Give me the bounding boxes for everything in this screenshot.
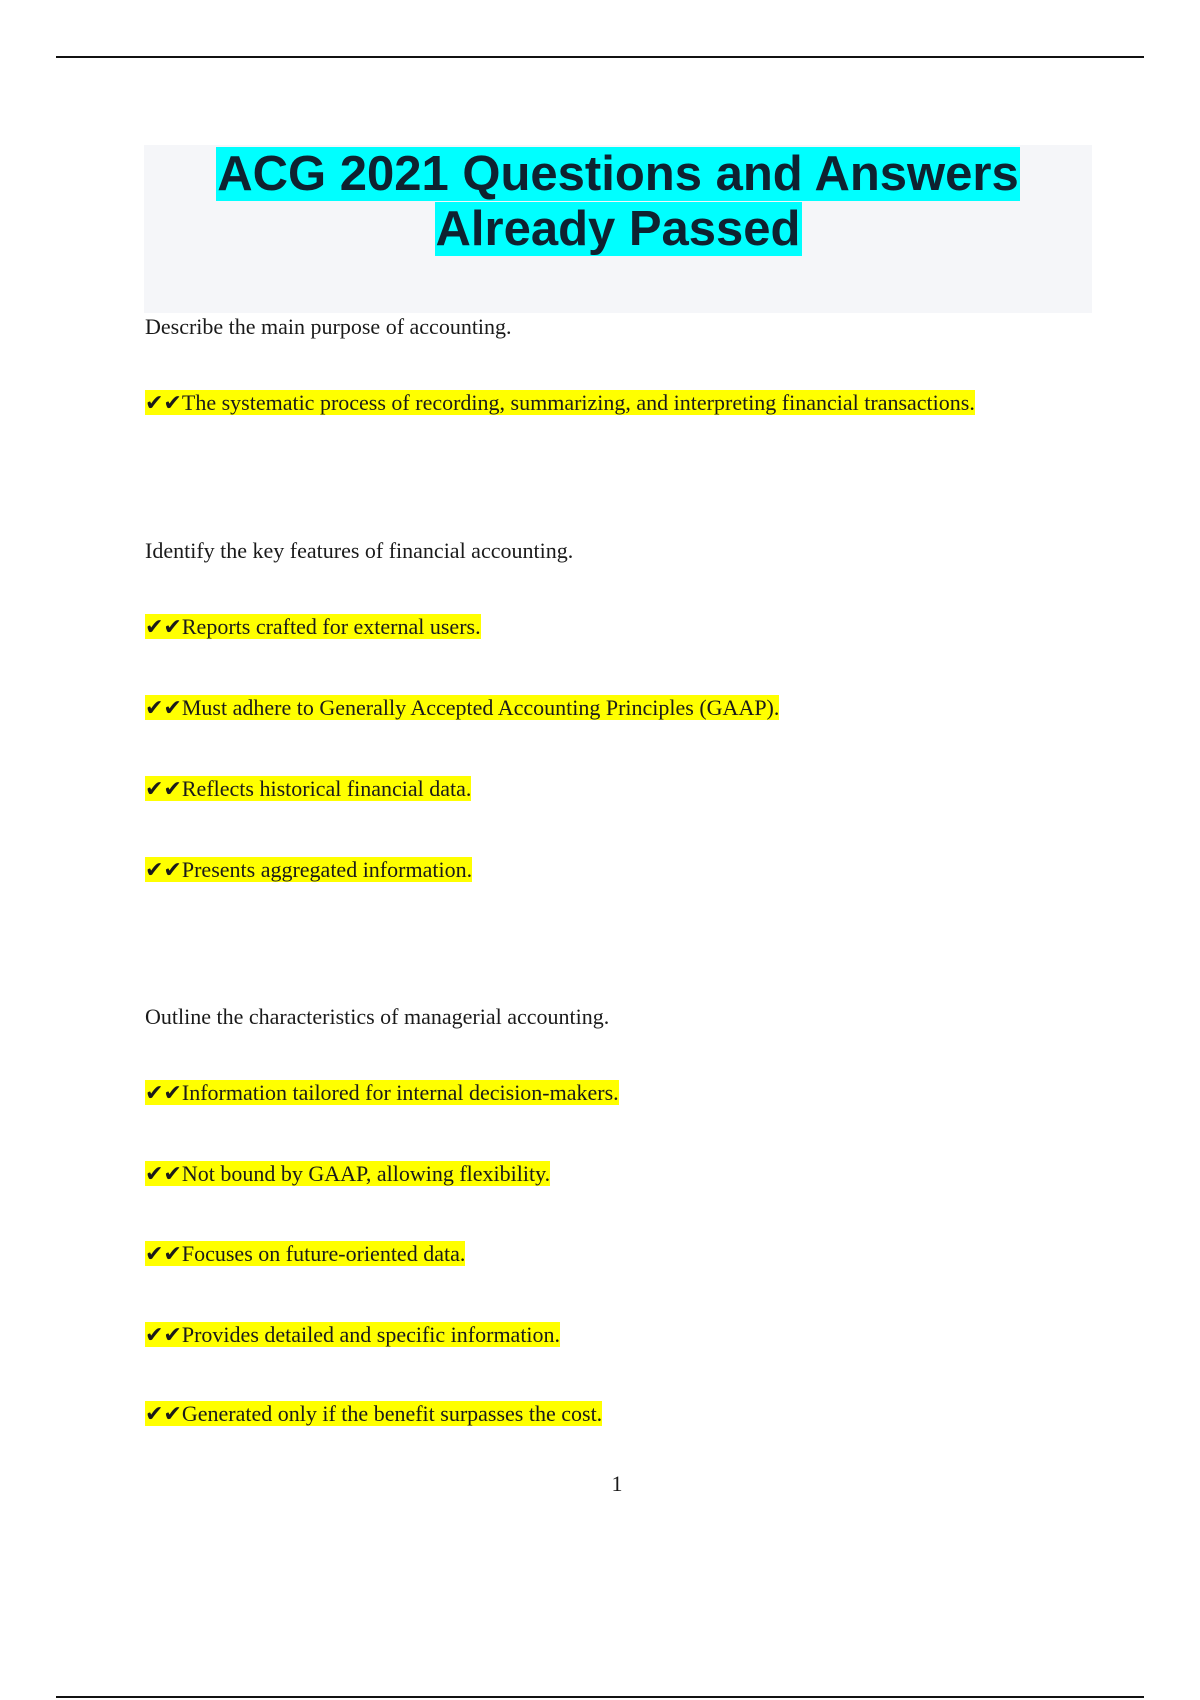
page-number: 1 bbox=[611, 1471, 623, 1496]
question-1: Describe the main purpose of accounting. bbox=[145, 314, 512, 339]
answer-1-1: ✔✔The systematic process of recording, summarizing, and interpreting financial transactions. bbox=[145, 390, 975, 415]
title-block bbox=[144, 145, 1092, 313]
title-line-1: ACG 2021 Questions and Answers bbox=[217, 147, 1019, 201]
check-icon: ✔✔ bbox=[145, 390, 182, 415]
check-icon: ✔✔ bbox=[145, 1080, 182, 1105]
footer-rule bbox=[56, 1696, 1144, 1698]
check-icon: ✔✔ bbox=[145, 1241, 182, 1266]
answer-3-5: ✔✔Generated only if the benefit surpasses the cost. bbox=[145, 1401, 603, 1426]
check-icon: ✔✔ bbox=[145, 614, 182, 639]
question-2: Identify the key features of financial accounting. bbox=[145, 538, 574, 563]
answer-2-2: ✔✔Must adhere to Generally Accepted Accounting Principles (GAAP). bbox=[145, 695, 780, 720]
title-line-2: Already Passed bbox=[435, 202, 801, 256]
question-3: Outline the characteristics of managerial accounting. bbox=[145, 1004, 610, 1029]
answer-3-4: ✔✔Provides detailed and specific information. bbox=[145, 1322, 561, 1347]
document-title bbox=[144, 147, 1092, 257]
check-icon: ✔✔ bbox=[145, 1401, 182, 1426]
check-icon: ✔✔ bbox=[145, 776, 182, 801]
answer-2-1: ✔✔Reports crafted for external users. bbox=[145, 614, 481, 639]
check-icon: ✔✔ bbox=[145, 1161, 182, 1186]
answer-3-1: ✔✔Information tailored for internal decision-makers. bbox=[145, 1080, 619, 1105]
check-icon: ✔✔ bbox=[145, 1322, 182, 1347]
answer-2-4: ✔✔Presents aggregated information. bbox=[145, 857, 473, 882]
answer-3-3: ✔✔Focuses on future-oriented data. bbox=[145, 1241, 466, 1266]
answer-2-3: ✔✔Reflects historical financial data. bbox=[145, 776, 472, 801]
check-icon: ✔✔ bbox=[145, 695, 182, 720]
header-rule bbox=[56, 56, 1144, 58]
answer-3-2: ✔✔Not bound by GAAP, allowing flexibility. bbox=[145, 1161, 551, 1186]
check-icon: ✔✔ bbox=[145, 857, 182, 882]
